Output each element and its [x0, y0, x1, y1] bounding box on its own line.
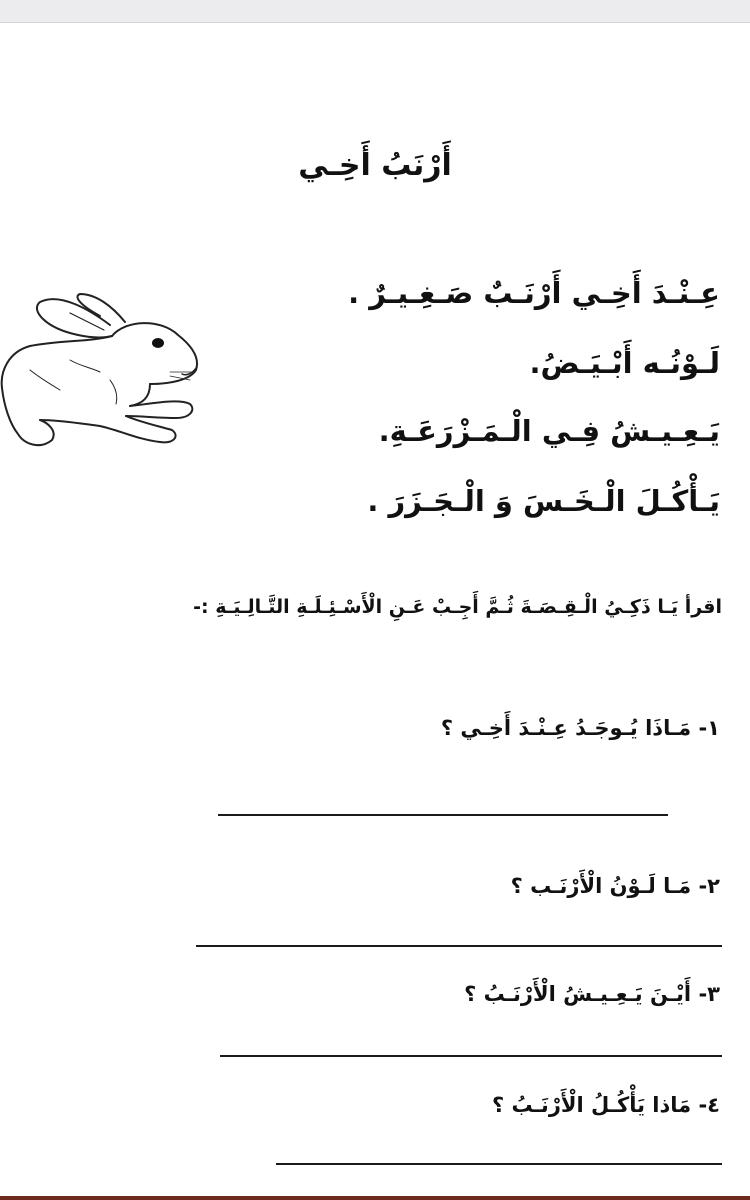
answer-line-4[interactable]	[276, 1163, 722, 1165]
page-bottom-edge	[0, 1196, 750, 1200]
story-line-3: يَـعِـيـشُ فِـي الْـمَـزْرَعَـةِ.	[378, 414, 720, 448]
answer-line-1[interactable]	[218, 814, 668, 816]
question-4: ٤- مَاذا يَأْكُـلُ الْأَرْنَـبُ ؟	[492, 1093, 720, 1117]
worksheet-instruction: اقرأ يَـا ذَكِـيُ الْـقِـصَـةَ ثُـمَّ أَجِـبْ عَـنِ الْأَسْـئِـلَـةِ التَّـالِـيَـةِ :-	[193, 596, 722, 618]
answer-line-3[interactable]	[220, 1055, 722, 1057]
story-line-1: عِـنْـدَ أَخِـي أَرْنَـبٌ صَـغِـيـرٌ .	[348, 276, 720, 310]
question-3: ٣- أَيْـنَ يَـعِـيـشُ الْأَرْنَـبُ ؟	[464, 982, 720, 1006]
question-1: ١- مَـاذَا يُـوجَـدُ عِـنْـدَ أَخِـي ؟	[440, 716, 720, 740]
answer-line-2[interactable]	[196, 945, 722, 947]
story-line-4: يَـأْكُـلَ الْـخَـسَ وَ الْـجَـزَرَ .	[367, 484, 720, 518]
rabbit-icon	[0, 280, 210, 470]
window-top-bar	[0, 0, 750, 23]
worksheet-title: أَرْنَبُ أَخِـي	[298, 148, 452, 183]
story-line-2: لَـوْنُـه أَبْـيَـضُ.	[529, 346, 720, 380]
question-2: ٢- مَـا لَـوْنُ الْأَرْنَـب ؟	[510, 874, 720, 898]
